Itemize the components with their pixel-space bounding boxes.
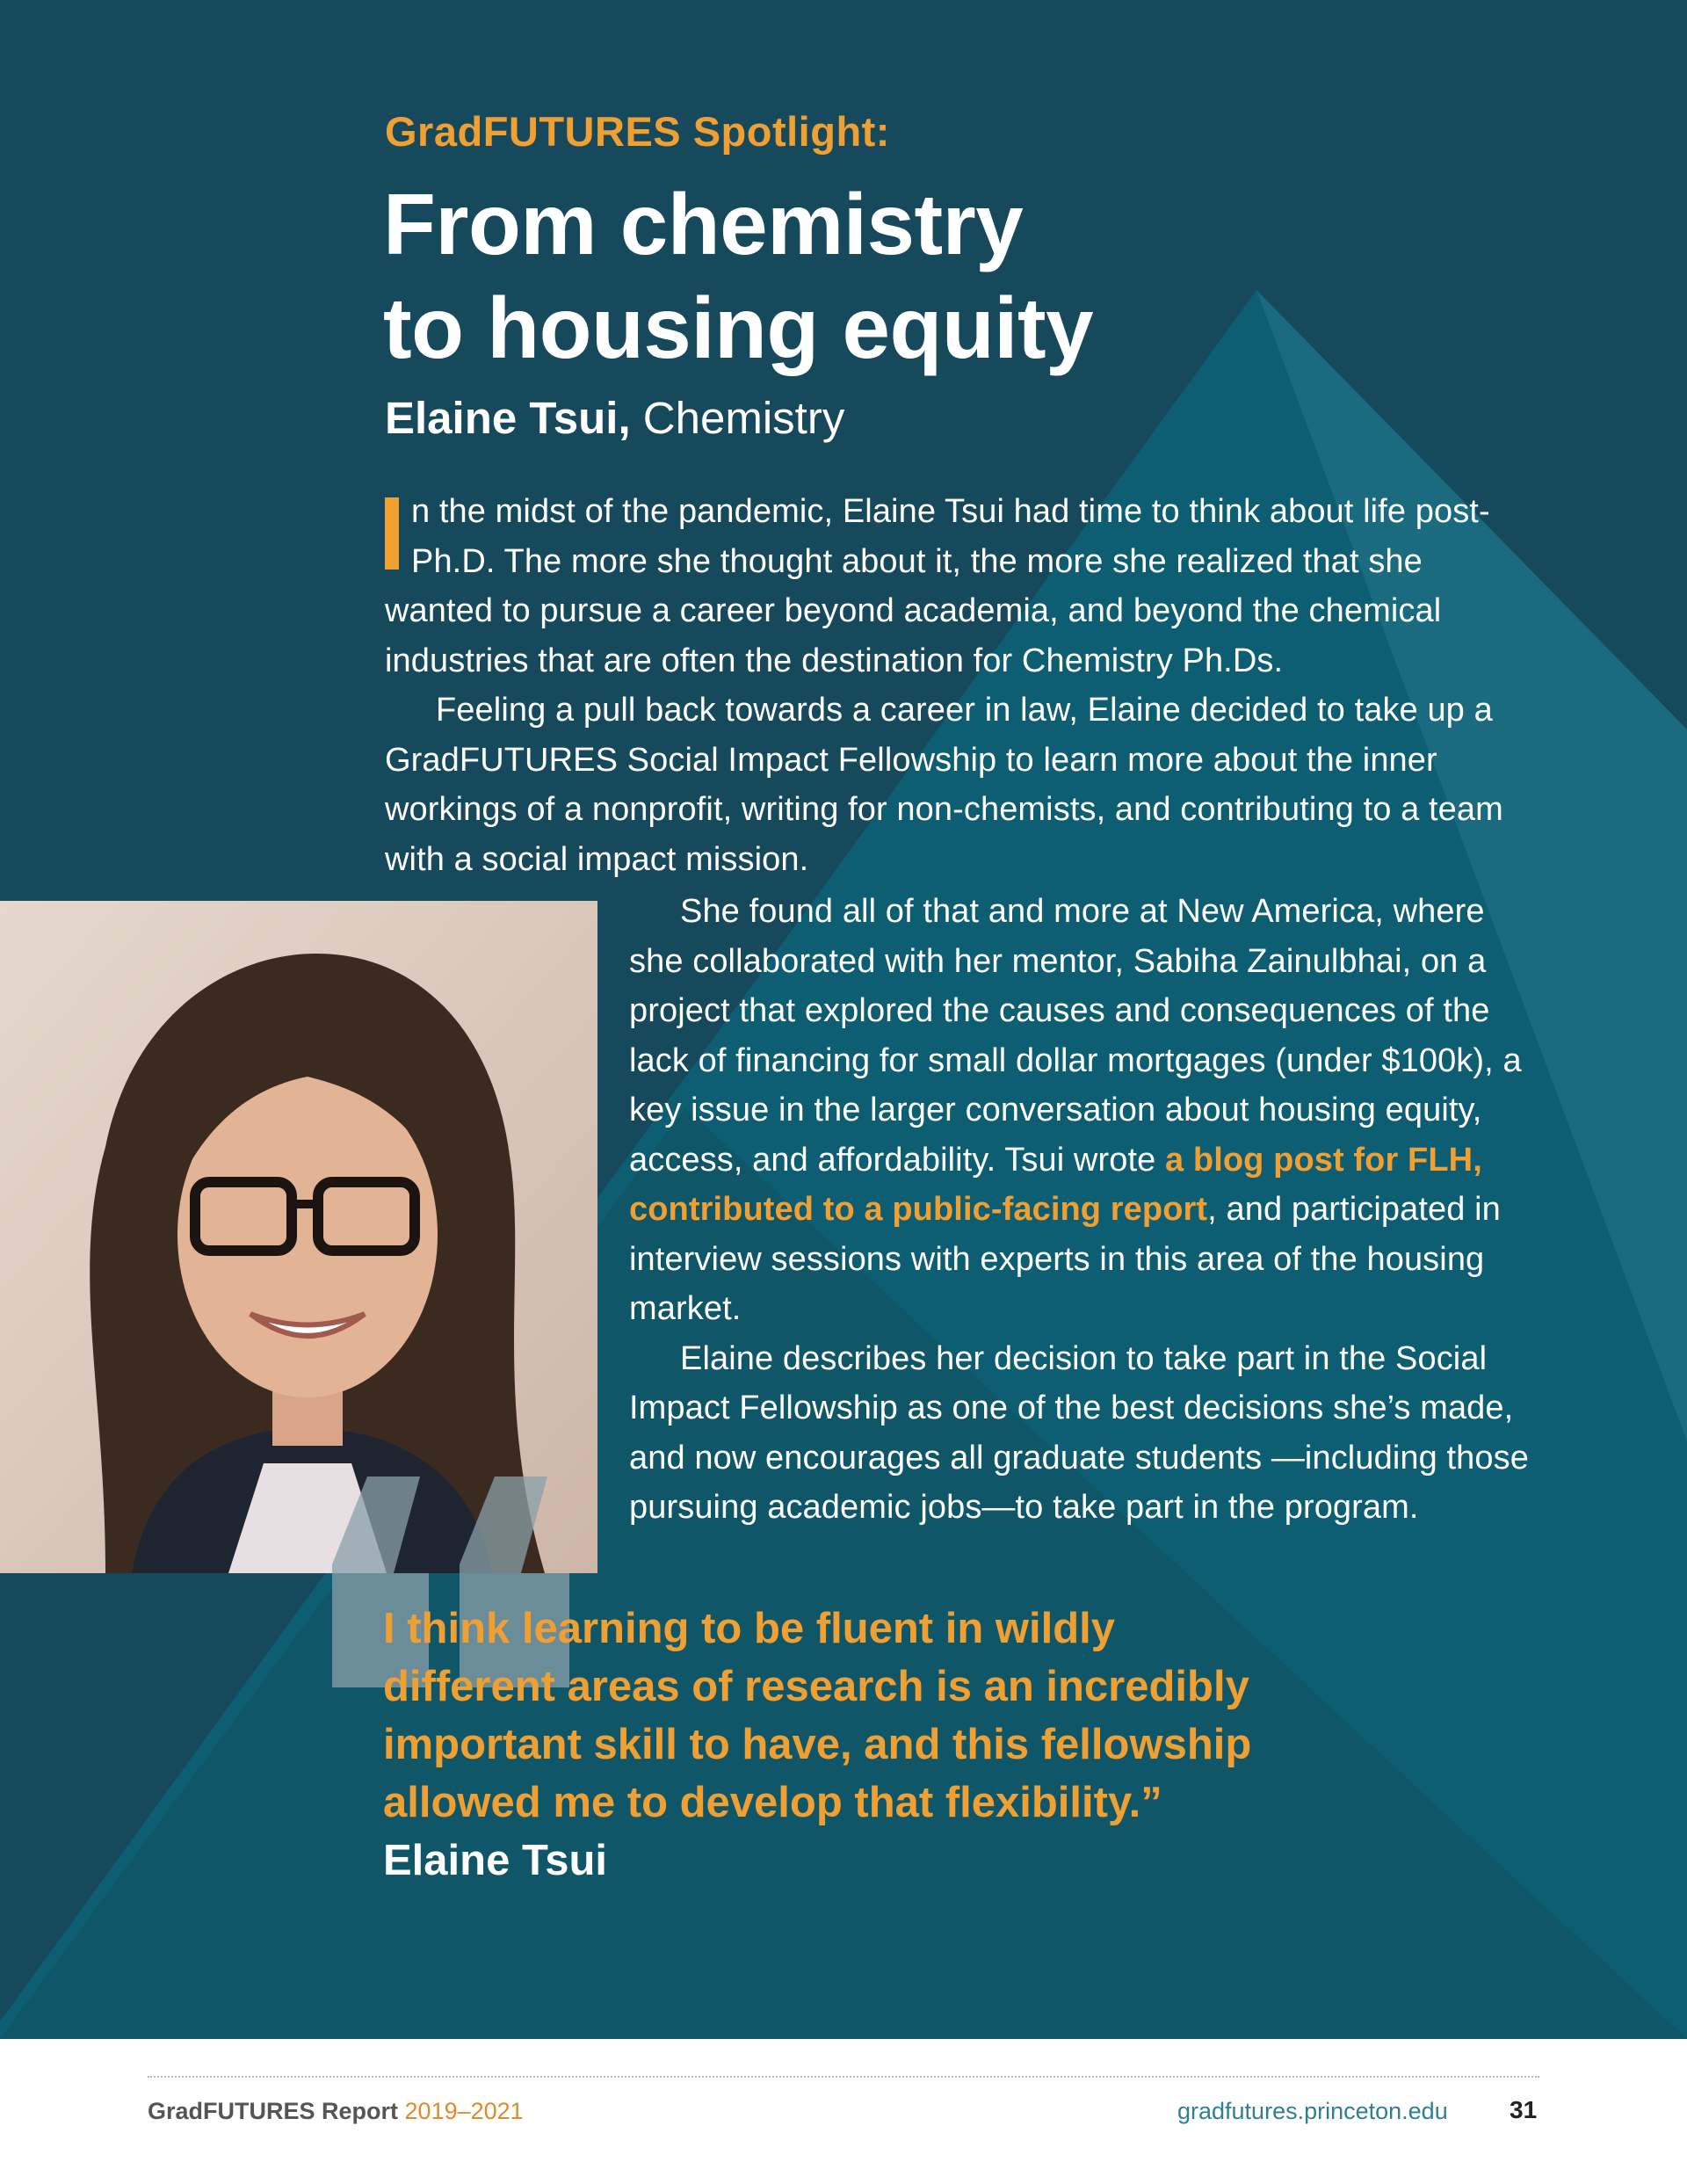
quote-text: I think learning to be fluent in wildly different areas of research is an incredibly important skill to have, and this fellowship allowed me to develop that flexibility.” — [383, 1605, 1252, 1826]
paragraph-1-text: n the midst of the pandemic, Elaine Tsui had time to think about life post-Ph.D. The more she thought about it, the more she realized that she wanted to pursue a career beyond academia, and beyond the chemical industries that are often the destination for Chemistry Ph.Ds. — [385, 493, 1490, 679]
drop-cap-bar — [385, 497, 399, 570]
footer-divider — [148, 2076, 1539, 2078]
intro-text — [385, 487, 1527, 884]
footer-years: 2019–2021 — [398, 2098, 524, 2124]
spotlight-kicker: GradFUTURES Spotlight: — [385, 108, 890, 155]
paragraph-1 — [385, 487, 1527, 686]
paragraph-3-end: , and participated in interview sessions with experts in this area of the housing market. — [629, 1191, 1501, 1327]
byline — [385, 392, 844, 444]
footer-report-name: GradFUTURES Report — [148, 2098, 399, 2124]
link-separator: , — [1473, 1141, 1482, 1179]
byline-name: Elaine Tsui, — [385, 393, 631, 443]
footer-website-link[interactable]: gradfutures.princeton.edu — [1177, 2098, 1448, 2124]
title-line-1: From chemistry — [383, 176, 1024, 272]
title-line-2: to housing equity — [383, 279, 1094, 376]
paragraph-4: Elaine describes her decision to take part in the Social Impact Fellowship as one of the best decisions she’s made, and now encourages all graduate students —including those pursuing academic jobs—to take part in the program. — [629, 1339, 1529, 1526]
portrait-illustration — [0, 901, 597, 1573]
paragraph-2: Feeling a pull back towards a career in law, Elaine decided to take up a GradFUTURES Social Impact Fellowship to learn more about the inner workings of a nonprofit, writing for non-chemists, and contributing to a team with a social impact mission. — [385, 692, 1503, 878]
quote-attribution: Elaine Tsui — [383, 1837, 608, 1884]
page-title — [383, 172, 1350, 380]
blog-post-link[interactable]: a blog post for FLH — [1165, 1141, 1473, 1179]
page-number: 31 — [1510, 2096, 1538, 2123]
byline-department: Chemistry — [630, 393, 845, 443]
portrait-photo — [0, 901, 597, 1573]
public-report-link[interactable]: contributed to a public-facing report — [629, 1191, 1208, 1228]
paragraph-3-text: She found all of that and more at New America, where she collaborated with her mentor, Sabiha Zainulbhai, on a project that explored the causes and consequences of the lack of financing for small dollar mortgages (under $100k), a key issue in the larger conversation about housing equity, access, and affordability. Tsui wrote — [629, 893, 1522, 1179]
footer-report-title — [148, 2098, 524, 2125]
paragraph-3 — [629, 887, 1534, 1334]
pull-quote — [383, 1600, 1262, 1890]
main-column-text — [629, 887, 1534, 1533]
